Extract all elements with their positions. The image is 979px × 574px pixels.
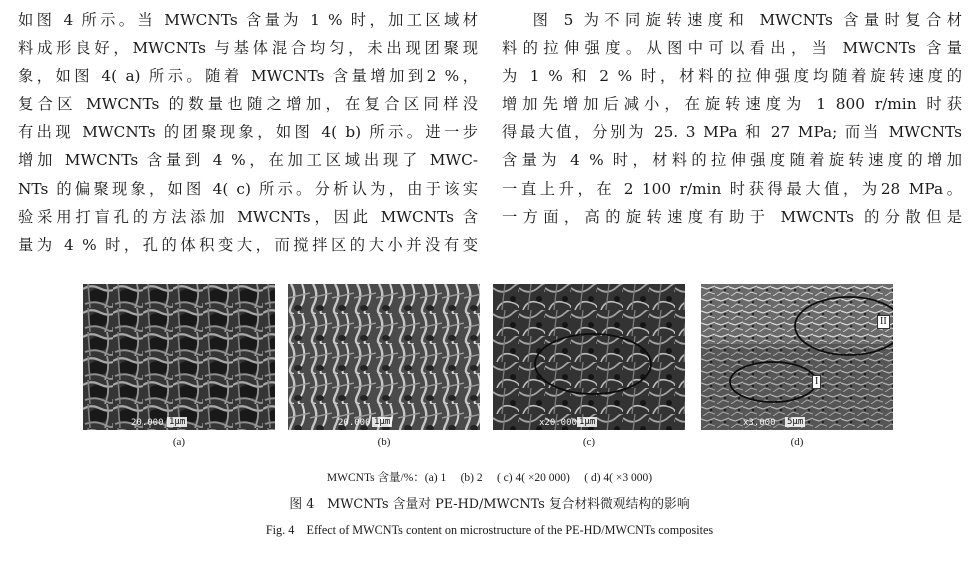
scale-bar-label: 1μm bbox=[169, 417, 186, 427]
scale-bar-label: 1μm bbox=[374, 417, 391, 427]
figure-caption-en: Fig. 4 Effect of MWCNTs content on microstructure of the PE-HD/MWCNTs composites bbox=[265, 523, 714, 537]
micrograph-panel-a bbox=[83, 284, 275, 452]
sem-image-c bbox=[493, 284, 685, 430]
paragraph-first-line: 图 5 为不同旋转速度和 MWCNTs 含量时复合材 bbox=[532, 11, 962, 29]
body-text-line: 一直上升，在 2 100 r/min 时获得最大值，为28 MPa。 bbox=[502, 179, 962, 198]
magnification-label: 20.000 bbox=[338, 418, 371, 428]
body-text-line: NTs 的偏聚现象，如图 4( c) 所示。分析认为，由于该实 bbox=[18, 179, 478, 198]
body-text-line: 为 1 % 和 2 % 时，材料的拉伸强度均随着旋转速度的 bbox=[502, 67, 962, 86]
panel-label-c: (c) bbox=[582, 436, 596, 448]
body-text-line: 得最大值，分别为 25. 3 MPa 和 27 MPa; 而当 MWCNTs bbox=[502, 123, 962, 142]
micrograph-panel-d bbox=[701, 284, 893, 452]
sem-image-a bbox=[83, 284, 275, 430]
body-text-line: 象，如图 4( a) 所示。随着 MWCNTs 含量增加到2 %， bbox=[18, 67, 478, 86]
scale-bar-label: 1μm bbox=[579, 417, 596, 427]
body-text-line: 有出现 MWCNTs 的团聚现象，如图 4( b) 所示。进一步 bbox=[18, 123, 478, 142]
panel-label-d: (d) bbox=[790, 436, 804, 448]
magnification-label: 20.000 bbox=[131, 418, 164, 428]
micrograph-panel-c bbox=[493, 284, 685, 452]
panel-label-b: (b) bbox=[377, 436, 391, 448]
region-marker-ii: II bbox=[877, 315, 890, 329]
sem-image-d bbox=[701, 284, 893, 430]
panel-label-a: (a) bbox=[172, 436, 186, 448]
region-marker-i: I bbox=[812, 375, 821, 389]
body-text-line: 含量为 4 % 时，材料的拉伸强度随着旋转速度的增加 bbox=[502, 151, 962, 170]
body-text-line: 量为 4 % 时，孔的体积变大，而搅拌区的大小并没有变 bbox=[18, 235, 478, 254]
micrograph-panel-b bbox=[288, 284, 480, 452]
left-text-column bbox=[18, 6, 478, 259]
scale-bar-label: 5μm bbox=[787, 417, 804, 427]
magnification-label: x20.000 bbox=[539, 418, 577, 428]
figure-4-micrographs bbox=[83, 284, 904, 452]
sem-image-b bbox=[288, 284, 480, 430]
body-text-line: 一方面，高的旋转速度有助于 MWCNTs 的分散但是 bbox=[502, 207, 962, 226]
body-text-line: 料成形良好，MWCNTs 与基体混合均匀，未出现团聚现 bbox=[18, 39, 478, 58]
body-text-line: 如图 4 所示。当 MWCNTs 含量为 1 % 时，加工区域材 bbox=[18, 11, 478, 29]
body-text-line: 复合区 MWCNTs 的数量也随之增加，在复合区同样没 bbox=[18, 95, 478, 114]
figure-caption-cn: 图 4 MWCNTs 含量对 PE-HD/MWCNTs 复合材料微观结构的影响 bbox=[289, 497, 690, 512]
figure-legend-line: MWCNTs 含量/%：(a) 1 (b) 2 ( c) 4( ×20 000) ( d) 4( ×3 000) bbox=[326, 472, 653, 484]
right-text-column bbox=[502, 6, 962, 231]
body-text-line: 增加 MWCNTs 含量到 4 %，在加工区域出现了 MWC- bbox=[18, 151, 478, 170]
body-text-line: 验采用打盲孔的方法添加 MWCNTs，因此 MWCNTs 含 bbox=[18, 207, 478, 226]
body-text-line: 增加先增加后减小，在旋转速度为 1 800 r/min 时获 bbox=[502, 95, 962, 114]
body-text-line: 料的拉伸强度。从图中可以看出，当 MWCNTs 含量 bbox=[502, 39, 962, 58]
magnification-label: x3.000 bbox=[743, 418, 776, 428]
